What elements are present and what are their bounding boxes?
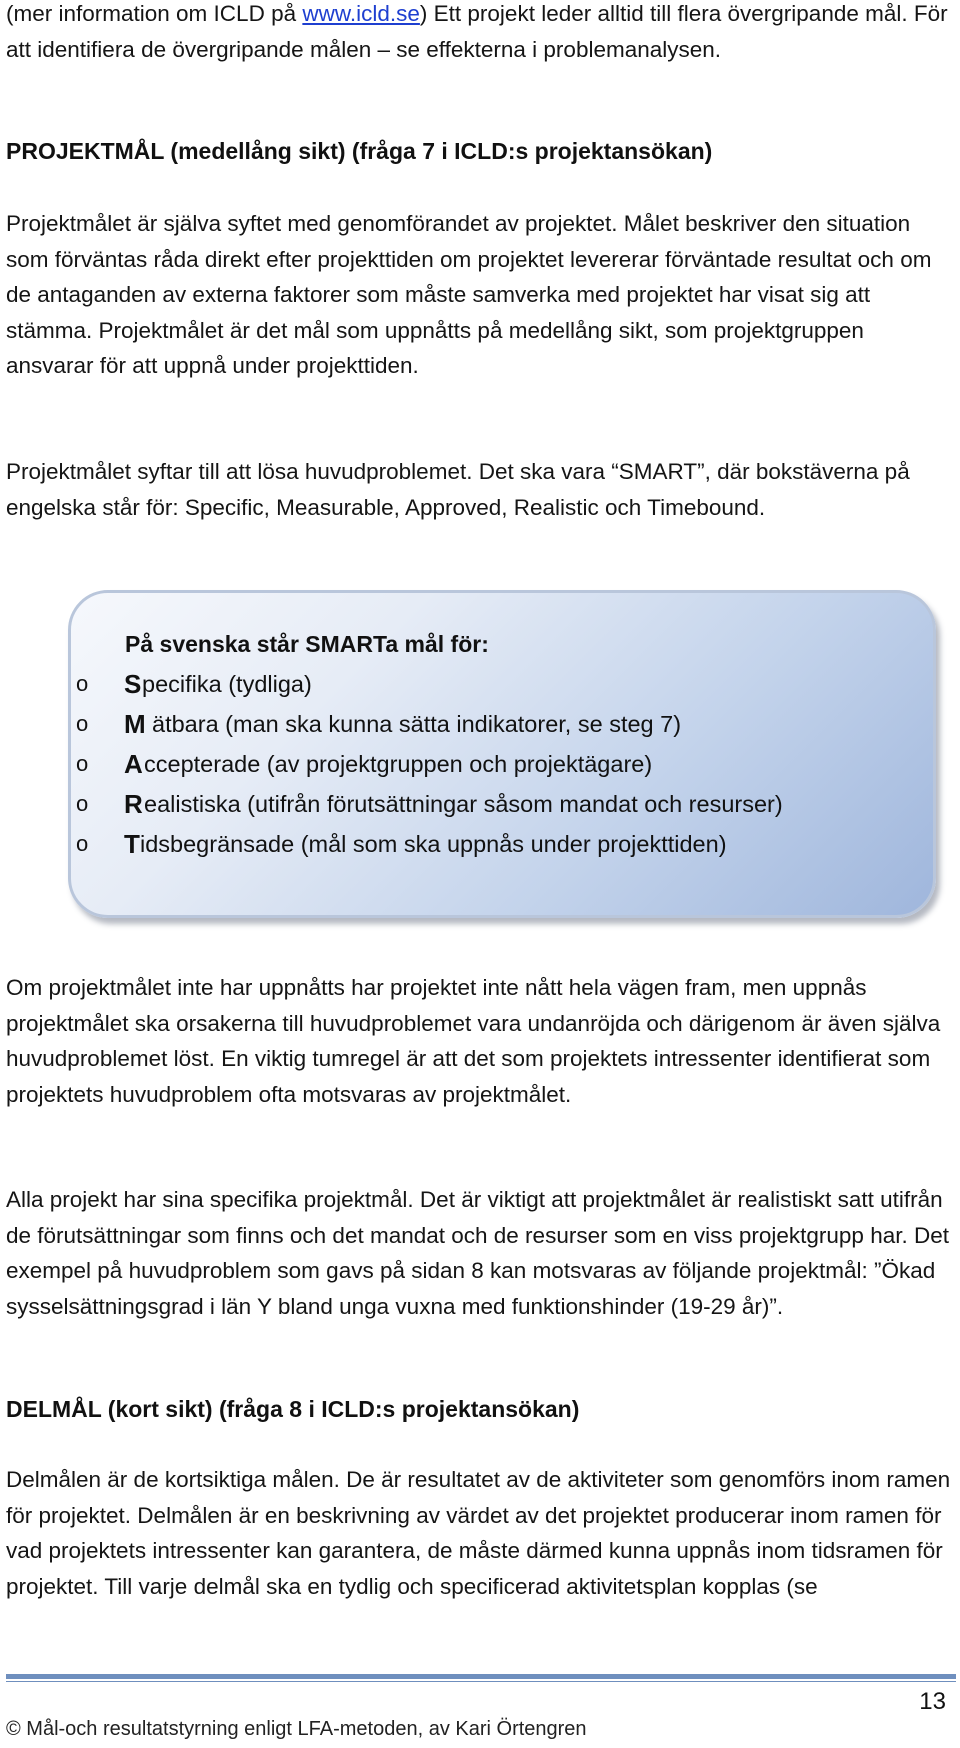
smart-letter: T bbox=[124, 829, 140, 859]
paragraph-projektmal: Projektmålet är själva syftet med genomförandet av projektet. Målet beskriver den situation som förväntas råda direkt efter projekttiden om projektet levererar förväntade resultat och om de antaganden av externa faktorer som måste samverka med projektet har visat sig att stämma. Projektmålet är det mål som uppnåtts på medellång sikt, som projektgruppen ansvarar för att uppnå under projekttiden. bbox=[6, 211, 932, 378]
paragraph-delmal: Delmålen är de kortsiktiga målen. De är resultatet av de aktiviteter som genomförs inom ramen för projektet. Delmålen är en beskrivning av värdet av det projektet producerar inom ramen för vad projektets intressenter kan garantera, de måste därmed kunna uppnås inom tidsramen för projektet. Till varje delmål ska en tydlig och specificerad aktivitetsplan kopplas (se bbox=[6, 1467, 951, 1599]
smart-item-text: ealistiska (utifrån förutsättningar såsom mandat och resurser) bbox=[144, 791, 783, 817]
heading-delmal: DELMÅL (kort sikt) (fråga 8 i ICLD:s projektansökan) bbox=[6, 1396, 580, 1422]
smart-letter: A bbox=[124, 749, 143, 779]
smart-item-matbara bbox=[76, 704, 916, 744]
bullet-marker: o bbox=[76, 751, 89, 776]
smart-item-specifika bbox=[76, 664, 916, 704]
bullet-marker: o bbox=[76, 671, 89, 696]
smart-item-text: ätbara (man ska kunna sätta indikatorer, se steg 7) bbox=[152, 711, 682, 737]
smart-letter: S bbox=[124, 669, 142, 699]
page-number: 13 bbox=[919, 1688, 946, 1715]
bullet-marker: o bbox=[76, 791, 89, 816]
footer-divider-thin bbox=[6, 1681, 956, 1682]
footer-divider bbox=[6, 1674, 956, 1679]
smart-item-text: idsbegränsade (mål som ska uppnås under projekttiden) bbox=[140, 831, 727, 857]
heading-projektmal: PROJEKTMÅL (medellång sikt) (fråga 7 i ICLD:s projektansökan) bbox=[6, 138, 713, 164]
intro-text-start: (mer information om ICLD på bbox=[6, 1, 303, 26]
smart-box-title: På svenska står SMARTa mål för: bbox=[125, 631, 489, 657]
bullet-marker: o bbox=[76, 711, 89, 736]
footer-copyright: © Mål-och resultatstyrning enligt LFA-metoden, av Kari Örtengren bbox=[6, 1718, 587, 1740]
smart-item-tidsbegransade bbox=[76, 824, 916, 864]
intro-text-end: ) Ett projekt leder alltid till flera övergripande mål. För att identifiera de övergripande målen – se effekterna i problemanalysen. bbox=[6, 1, 948, 62]
icld-link[interactable]: www.icld.se bbox=[302, 1, 420, 26]
smart-letter: M bbox=[124, 709, 146, 739]
paragraph-not-reached: Om projektmålet inte har uppnåtts har projektet inte nått hela vägen fram, men uppnås projektmålet ska orsakerna till huvudproblemet vara undanröjda och därigenom är även själva huvudproblemet löst. En viktig tumregel är att det som projektets intressenter identifierat som projektets huvudproblem ofta motsvaras av projektmålet. bbox=[6, 975, 941, 1107]
paragraph-smart-intro: Projektmålet syftar till att lösa huvudproblemet. Det ska vara “SMART”, där bokstäverna på engelska står för: Specific, Measurable, Approved, Realistic och Timebound. bbox=[6, 459, 910, 520]
smart-item-text: pecifika (tydliga) bbox=[142, 671, 312, 697]
smart-item-accepterade bbox=[76, 744, 916, 784]
smart-item-realistiska bbox=[76, 784, 916, 824]
smart-item-text: ccepterade (av projektgruppen och projektägare) bbox=[144, 751, 653, 777]
smart-letter: R bbox=[124, 789, 143, 819]
bullet-marker: o bbox=[76, 831, 89, 856]
paragraph-specific-goals: Alla projekt har sina specifika projektmål. Det är viktigt att projektmålet är realistiskt satt utifrån de förutsättningar som finns och det mandat och de resurser som en viss projektgrupp har. Det exempel på huvudproblem som gavs på sidan 8 kan motsvaras av följande projektmål: ”Ökad sysselsättningsgrad i län Y bland unga vuxna med funktionshinder (19-29 år)”. bbox=[6, 1187, 949, 1319]
intro-paragraph bbox=[6, 0, 951, 67]
